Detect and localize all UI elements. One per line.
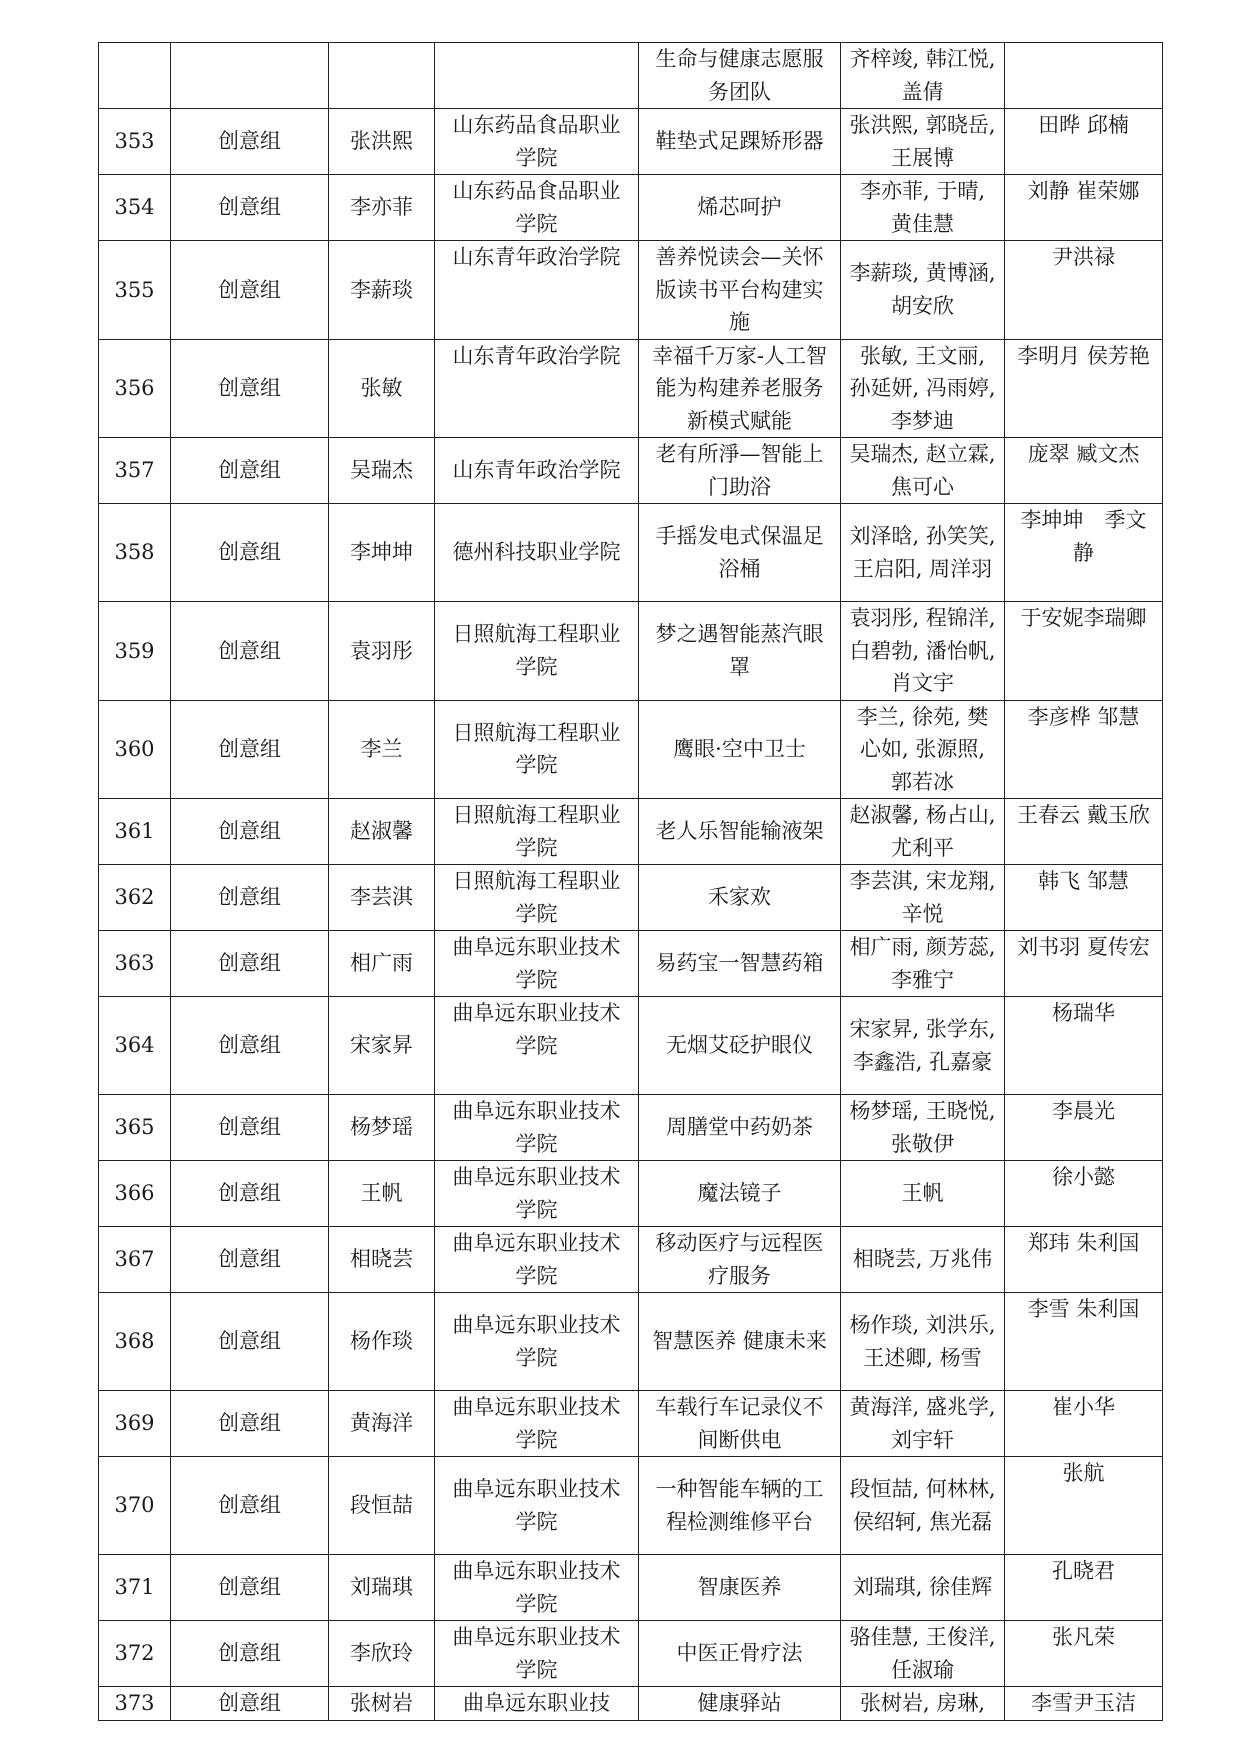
cell-school: 日照航海工程职业学院 xyxy=(435,700,639,799)
cell-project: 无烟艾砭护眼仪 xyxy=(639,997,841,1095)
cell-group: 创意组 xyxy=(171,1621,329,1687)
cell-no: 372 xyxy=(99,1621,171,1687)
cell-group: 创意组 xyxy=(171,1293,329,1391)
cell-no: 367 xyxy=(99,1227,171,1293)
table-row xyxy=(99,997,1163,1095)
cell-group: 创意组 xyxy=(171,339,329,438)
cell-school: 曲阜远东职业技术学院 xyxy=(435,1293,639,1391)
cell-school: 曲阜远东职业技术学院 xyxy=(435,1621,639,1687)
cell-school: 山东青年政治学院 xyxy=(435,438,639,504)
cell-project: 手摇发电式保温足浴桶 xyxy=(639,504,841,602)
cell-project: 移动医疗与远程医疗服务 xyxy=(639,1227,841,1293)
cell-advisor: 于安妮李瑞卿 xyxy=(1005,602,1163,701)
cell-leader: 张洪熙 xyxy=(329,109,435,175)
cell-school xyxy=(435,43,639,109)
cell-school: 曲阜远东职业技术学院 xyxy=(435,1095,639,1161)
cell-advisor: 田晔 邱楠 xyxy=(1005,109,1163,175)
cell-members: 李芸淇, 宋龙翔, 辛悦 xyxy=(841,865,1005,931)
cell-leader: 袁羽彤 xyxy=(329,602,435,701)
cell-leader: 李坤坤 xyxy=(329,504,435,602)
table-row xyxy=(99,1687,1163,1721)
cell-school: 山东青年政治学院 xyxy=(435,241,639,340)
cell-advisor: 李雪 朱利国 xyxy=(1005,1293,1163,1391)
table-row xyxy=(99,109,1163,175)
cell-no: 355 xyxy=(99,241,171,340)
cell-advisor: 李彦桦 邹慧 xyxy=(1005,700,1163,799)
table-row xyxy=(99,865,1163,931)
cell-no: 363 xyxy=(99,931,171,997)
cell-leader: 段恒喆 xyxy=(329,1457,435,1555)
cell-school: 曲阜远东职业技术学院 xyxy=(435,1457,639,1555)
cell-school: 日照航海工程职业学院 xyxy=(435,799,639,865)
cell-advisor: 张凡荣 xyxy=(1005,1621,1163,1687)
table-row xyxy=(99,241,1163,340)
cell-group: 创意组 xyxy=(171,241,329,340)
cell-school: 山东青年政治学院 xyxy=(435,339,639,438)
table-row xyxy=(99,1621,1163,1687)
cell-leader: 杨梦瑶 xyxy=(329,1095,435,1161)
cell-school: 山东药品食品职业学院 xyxy=(435,109,639,175)
cell-no: 365 xyxy=(99,1095,171,1161)
cell-members: 李亦菲, 于晴, 黄佳慧 xyxy=(841,175,1005,241)
cell-no: 359 xyxy=(99,602,171,701)
cell-project: 一种智能车辆的工程检测维修平台 xyxy=(639,1457,841,1555)
cell-group: 创意组 xyxy=(171,1161,329,1227)
cell-no: 370 xyxy=(99,1457,171,1555)
cell-members: 骆佳慧, 王俊洋, 任淑瑜 xyxy=(841,1621,1005,1687)
cell-no: 369 xyxy=(99,1391,171,1457)
cell-group: 创意组 xyxy=(171,865,329,931)
cell-school: 曲阜远东职业技术学院 xyxy=(435,931,639,997)
cell-project: 禾家欢 xyxy=(639,865,841,931)
cell-project: 善养悦读会—关怀版读书平台构建实施 xyxy=(639,241,841,340)
cell-no: 371 xyxy=(99,1555,171,1621)
cell-members: 相广雨, 颜芳蕊, 李雅宁 xyxy=(841,931,1005,997)
table-row xyxy=(99,504,1163,602)
cell-school: 曲阜远东职业技术学院 xyxy=(435,1555,639,1621)
cell-leader: 吴瑞杰 xyxy=(329,438,435,504)
cell-group xyxy=(171,43,329,109)
cell-members: 宋家昇, 张学东, 李鑫浩, 孔嘉豪 xyxy=(841,997,1005,1095)
cell-leader: 李芸淇 xyxy=(329,865,435,931)
cell-advisor: 李雪尹玉洁 xyxy=(1005,1687,1163,1721)
award-list-table xyxy=(98,42,1163,1721)
table-row xyxy=(99,1293,1163,1391)
cell-no: 373 xyxy=(99,1687,171,1721)
table-row xyxy=(99,700,1163,799)
cell-leader: 张敏 xyxy=(329,339,435,438)
cell-group: 创意组 xyxy=(171,1227,329,1293)
cell-group: 创意组 xyxy=(171,1687,329,1721)
table-row xyxy=(99,43,1163,109)
cell-group: 创意组 xyxy=(171,504,329,602)
cell-group: 创意组 xyxy=(171,175,329,241)
cell-advisor xyxy=(1005,43,1163,109)
cell-no xyxy=(99,43,171,109)
cell-group: 创意组 xyxy=(171,109,329,175)
cell-leader: 李欣玲 xyxy=(329,1621,435,1687)
cell-school: 德州科技职业学院 xyxy=(435,504,639,602)
cell-leader: 李亦菲 xyxy=(329,175,435,241)
cell-members: 段恒喆, 何林林, 侯绍轲, 焦光磊 xyxy=(841,1457,1005,1555)
cell-project: 老人乐智能输液架 xyxy=(639,799,841,865)
cell-group: 创意组 xyxy=(171,997,329,1095)
table-body xyxy=(99,43,1163,1721)
cell-members: 刘泽晗, 孙笑笑, 王启阳, 周洋羽 xyxy=(841,504,1005,602)
cell-members: 李薪琰, 黄博涵, 胡安欣 xyxy=(841,241,1005,340)
table-row xyxy=(99,1555,1163,1621)
cell-group: 创意组 xyxy=(171,438,329,504)
table-row xyxy=(99,1227,1163,1293)
cell-leader: 赵淑馨 xyxy=(329,799,435,865)
cell-advisor: 李明月 侯芳艳 xyxy=(1005,339,1163,438)
cell-project: 烯芯呵护 xyxy=(639,175,841,241)
cell-project: 梦之遇智能蒸汽眼罩 xyxy=(639,602,841,701)
table-row xyxy=(99,799,1163,865)
cell-leader xyxy=(329,43,435,109)
cell-members: 吴瑞杰, 赵立霖, 焦可心 xyxy=(841,438,1005,504)
cell-project: 车载行车记录仪不间断供电 xyxy=(639,1391,841,1457)
cell-leader: 李兰 xyxy=(329,700,435,799)
cell-advisor: 刘书羽 夏传宏 xyxy=(1005,931,1163,997)
cell-project: 鞋垫式足踝矫形器 xyxy=(639,109,841,175)
cell-no: 353 xyxy=(99,109,171,175)
cell-group: 创意组 xyxy=(171,799,329,865)
cell-project: 生命与健康志愿服务团队 xyxy=(639,43,841,109)
cell-advisor: 李坤坤 季文静 xyxy=(1005,504,1163,602)
cell-leader: 杨作琰 xyxy=(329,1293,435,1391)
table-row xyxy=(99,1391,1163,1457)
table-row xyxy=(99,602,1163,701)
cell-project: 智慧医养 健康未来 xyxy=(639,1293,841,1391)
cell-members: 黄海洋, 盛兆学, 刘宇轩 xyxy=(841,1391,1005,1457)
cell-no: 362 xyxy=(99,865,171,931)
cell-group: 创意组 xyxy=(171,1555,329,1621)
cell-members: 张敏, 王文丽, 孙延妍, 冯雨婷, 李梦迪 xyxy=(841,339,1005,438)
cell-members: 袁羽彤, 程锦洋, 白碧勃, 潘怡帆, 肖文宇 xyxy=(841,602,1005,701)
cell-group: 创意组 xyxy=(171,700,329,799)
cell-leader: 李薪琰 xyxy=(329,241,435,340)
cell-advisor: 张航 xyxy=(1005,1457,1163,1555)
cell-advisor: 徐小懿 xyxy=(1005,1161,1163,1227)
cell-members: 相晓芸, 万兆伟 xyxy=(841,1227,1005,1293)
cell-leader: 刘瑞琪 xyxy=(329,1555,435,1621)
cell-school: 曲阜远东职业技术学院 xyxy=(435,997,639,1095)
cell-project: 智康医养 xyxy=(639,1555,841,1621)
cell-project: 鹰眼·空中卫士 xyxy=(639,700,841,799)
cell-advisor: 孔晓君 xyxy=(1005,1555,1163,1621)
cell-project: 易药宝一智慧药箱 xyxy=(639,931,841,997)
cell-members: 张洪熙, 郭晓岳, 王展博 xyxy=(841,109,1005,175)
table-row xyxy=(99,339,1163,438)
cell-members: 赵淑馨, 杨占山, 尤利平 xyxy=(841,799,1005,865)
cell-no: 360 xyxy=(99,700,171,799)
cell-school: 日照航海工程职业学院 xyxy=(435,865,639,931)
table-row xyxy=(99,1457,1163,1555)
cell-group: 创意组 xyxy=(171,931,329,997)
cell-advisor: 王春云 戴玉欣 xyxy=(1005,799,1163,865)
cell-advisor: 崔小华 xyxy=(1005,1391,1163,1457)
cell-group: 创意组 xyxy=(171,1391,329,1457)
cell-no: 361 xyxy=(99,799,171,865)
cell-project: 老有所淨—智能上门助浴 xyxy=(639,438,841,504)
cell-group: 创意组 xyxy=(171,1095,329,1161)
cell-no: 368 xyxy=(99,1293,171,1391)
cell-members: 李兰, 徐苑, 樊心如, 张源照, 郭若冰 xyxy=(841,700,1005,799)
cell-advisor: 尹洪禄 xyxy=(1005,241,1163,340)
cell-project: 健康驿站 xyxy=(639,1687,841,1721)
cell-advisor: 郑玮 朱利国 xyxy=(1005,1227,1163,1293)
cell-leader: 宋家昇 xyxy=(329,997,435,1095)
cell-advisor: 韩飞 邹慧 xyxy=(1005,865,1163,931)
table-row xyxy=(99,175,1163,241)
cell-no: 364 xyxy=(99,997,171,1095)
cell-leader: 相晓芸 xyxy=(329,1227,435,1293)
cell-members: 杨作琰, 刘洪乐, 王述卿, 杨雪 xyxy=(841,1293,1005,1391)
table-row xyxy=(99,1095,1163,1161)
cell-school: 曲阜远东职业技术学院 xyxy=(435,1227,639,1293)
cell-members: 刘瑞琪, 徐佳辉 xyxy=(841,1555,1005,1621)
cell-no: 354 xyxy=(99,175,171,241)
cell-no: 366 xyxy=(99,1161,171,1227)
cell-school: 曲阜远东职业技 xyxy=(435,1687,639,1721)
table-row xyxy=(99,438,1163,504)
cell-leader: 黄海洋 xyxy=(329,1391,435,1457)
cell-no: 357 xyxy=(99,438,171,504)
cell-no: 356 xyxy=(99,339,171,438)
cell-leader: 相广雨 xyxy=(329,931,435,997)
cell-project: 魔法镜子 xyxy=(639,1161,841,1227)
cell-no: 358 xyxy=(99,504,171,602)
cell-leader: 王帆 xyxy=(329,1161,435,1227)
cell-group: 创意组 xyxy=(171,1457,329,1555)
cell-group: 创意组 xyxy=(171,602,329,701)
cell-project: 周膳堂中药奶茶 xyxy=(639,1095,841,1161)
cell-school: 日照航海工程职业学院 xyxy=(435,602,639,701)
table-row xyxy=(99,931,1163,997)
table-row xyxy=(99,1161,1163,1227)
cell-advisor: 李晨光 xyxy=(1005,1095,1163,1161)
cell-members: 王帆 xyxy=(841,1161,1005,1227)
cell-project: 中医正骨疗法 xyxy=(639,1621,841,1687)
cell-advisor: 庞翠 臧文杰 xyxy=(1005,438,1163,504)
cell-leader: 张树岩 xyxy=(329,1687,435,1721)
cell-members: 张树岩, 房琳, xyxy=(841,1687,1005,1721)
cell-project: 幸福千万家-人工智能为构建养老服务新模式赋能 xyxy=(639,339,841,438)
cell-members: 齐梓竣, 韩江悦, 盖倩 xyxy=(841,43,1005,109)
cell-school: 山东药品食品职业学院 xyxy=(435,175,639,241)
cell-advisor: 刘静 崔荣娜 xyxy=(1005,175,1163,241)
cell-members: 杨梦瑶, 王晓悦, 张敬伊 xyxy=(841,1095,1005,1161)
cell-school: 曲阜远东职业技术学院 xyxy=(435,1161,639,1227)
cell-school: 曲阜远东职业技术学院 xyxy=(435,1391,639,1457)
cell-advisor: 杨瑞华 xyxy=(1005,997,1163,1095)
